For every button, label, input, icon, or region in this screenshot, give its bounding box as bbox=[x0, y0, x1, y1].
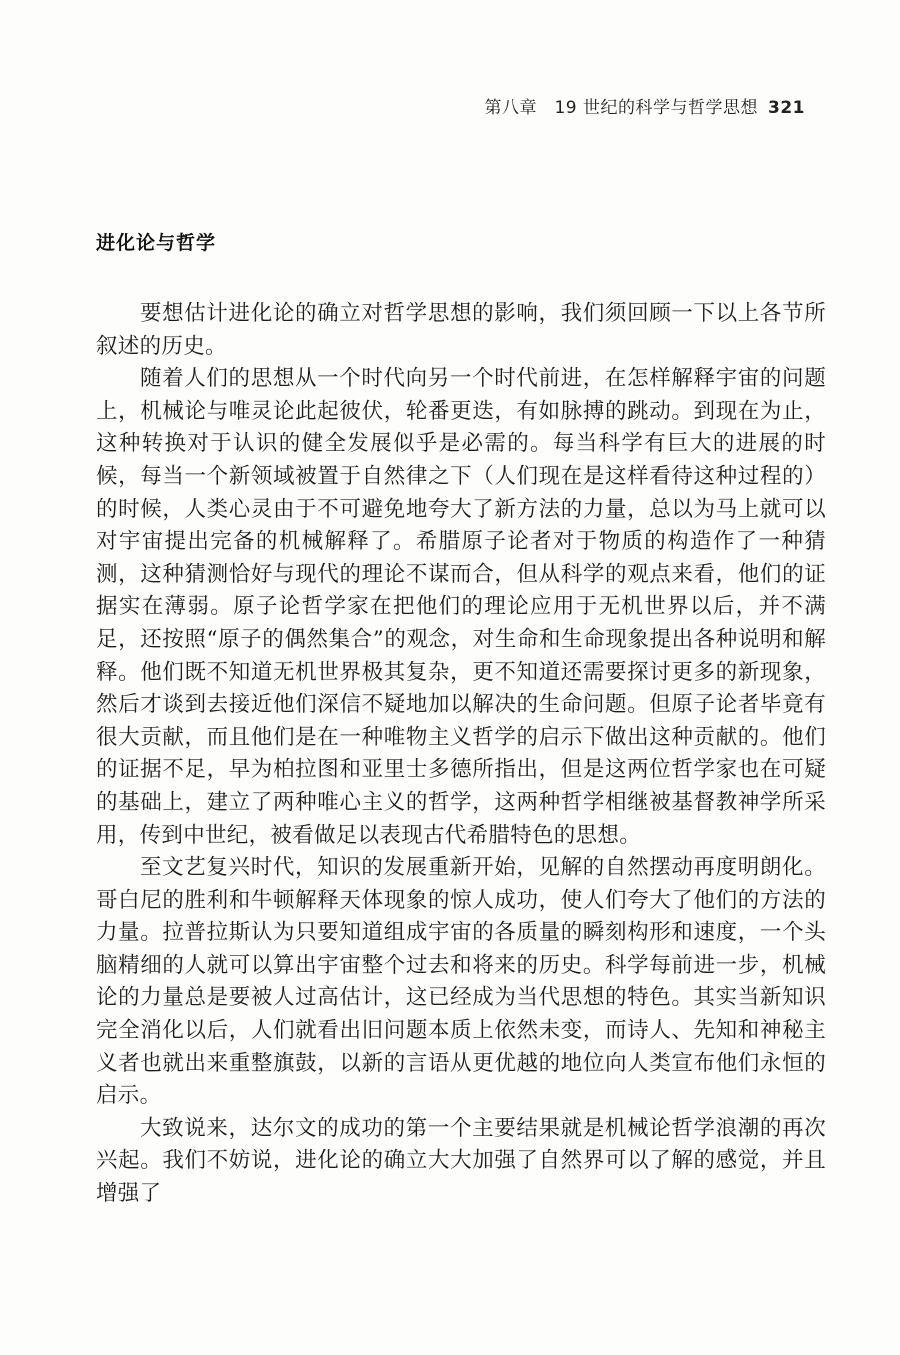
body-text bbox=[96, 298, 826, 1211]
paragraph: 要想估计进化论的确立对哲学思想的影响，我们须回顾一下以上各节所叙述的历史。 bbox=[96, 301, 826, 359]
running-header bbox=[484, 93, 805, 118]
paragraph: 至文艺复兴时代，知识的发展重新开始，见解的自然摆动再度明朗化。哥白尼的胜利和牛顿解释天体现象的惊人成功，使人们夸大了他们的方法的力量。拉普拉斯认为只要知道组成宇宙的各质量的瞬刻构形和速度，一个头脑精细的人就可以算出宇宙整个过去和将来的历史。科学每前进一步，机械论的力量总是要被人过高估计，这已经成为当代思想的特色。其实当新知识完全消化以后，人们就看出旧问题本质上依然未变，而诗人、先知和神秘主义者也就出来重整旗鼓，以新的言语从更优越的地位向人类宣布他们永恒的启示。 bbox=[96, 855, 826, 1109]
paragraph: 大致说来，达尔文的成功的第一个主要结果就是机械论哲学浪潮的再次兴起。我们不妨说，进化论的确立大大加强了自然界可以了解的感觉，并且增强了 bbox=[96, 1115, 826, 1207]
paragraph: 随着人们的思想从一个时代向另一个时代前进，在怎样解释宇宙的问题上，机械论与唯灵论此起彼伏，轮番更迭，有如脉搏的跳动。到现在为止，这种转换对于认识的健全发展似乎是必需的。每当科学有巨大的进展的时候，每当一个新领域被置于自然律之下（人们现在是这样看待这种过程的）的时候，人类心灵由于不可避免地夸大了新方法的力量，总以为马上就可以对宇宙提出完备的机械解释了。希腊原子论者对于物质的构造作了一种猜测，这种猜测恰好与现代的理论不谋而合，但从科学的观点来看，他们的证据实在薄弱。原子论哲学家在把他们的理论应用于无机世界以后，并不满足，还按照“原子的偶然集合”的观念，对生命和生命现象提出各种说明和解释。他们既不知道无机世界极其复杂，更不知道还需要探讨更多的新现象，然后才谈到去接近他们深信不疑地加以解决的生命问题。但原子论者毕竟有很大贡献，而且他们是在一种唯物主义哲学的启示下做出这种贡献的。他们的证据不足，早为柏拉图和亚里士多德所指出，但是这两位哲学家也在可疑的基础上，建立了两种唯心主义的哲学，这两种哲学相继被基督教神学所采用，传到中世纪，被看做足以表现古代希腊特色的思想。 bbox=[96, 366, 826, 848]
chapter-title: 第八章 19 世纪的科学与哲学思想 bbox=[484, 98, 758, 118]
section-heading: 进化论与哲学 bbox=[96, 232, 217, 254]
page-number: 321 bbox=[768, 98, 805, 118]
